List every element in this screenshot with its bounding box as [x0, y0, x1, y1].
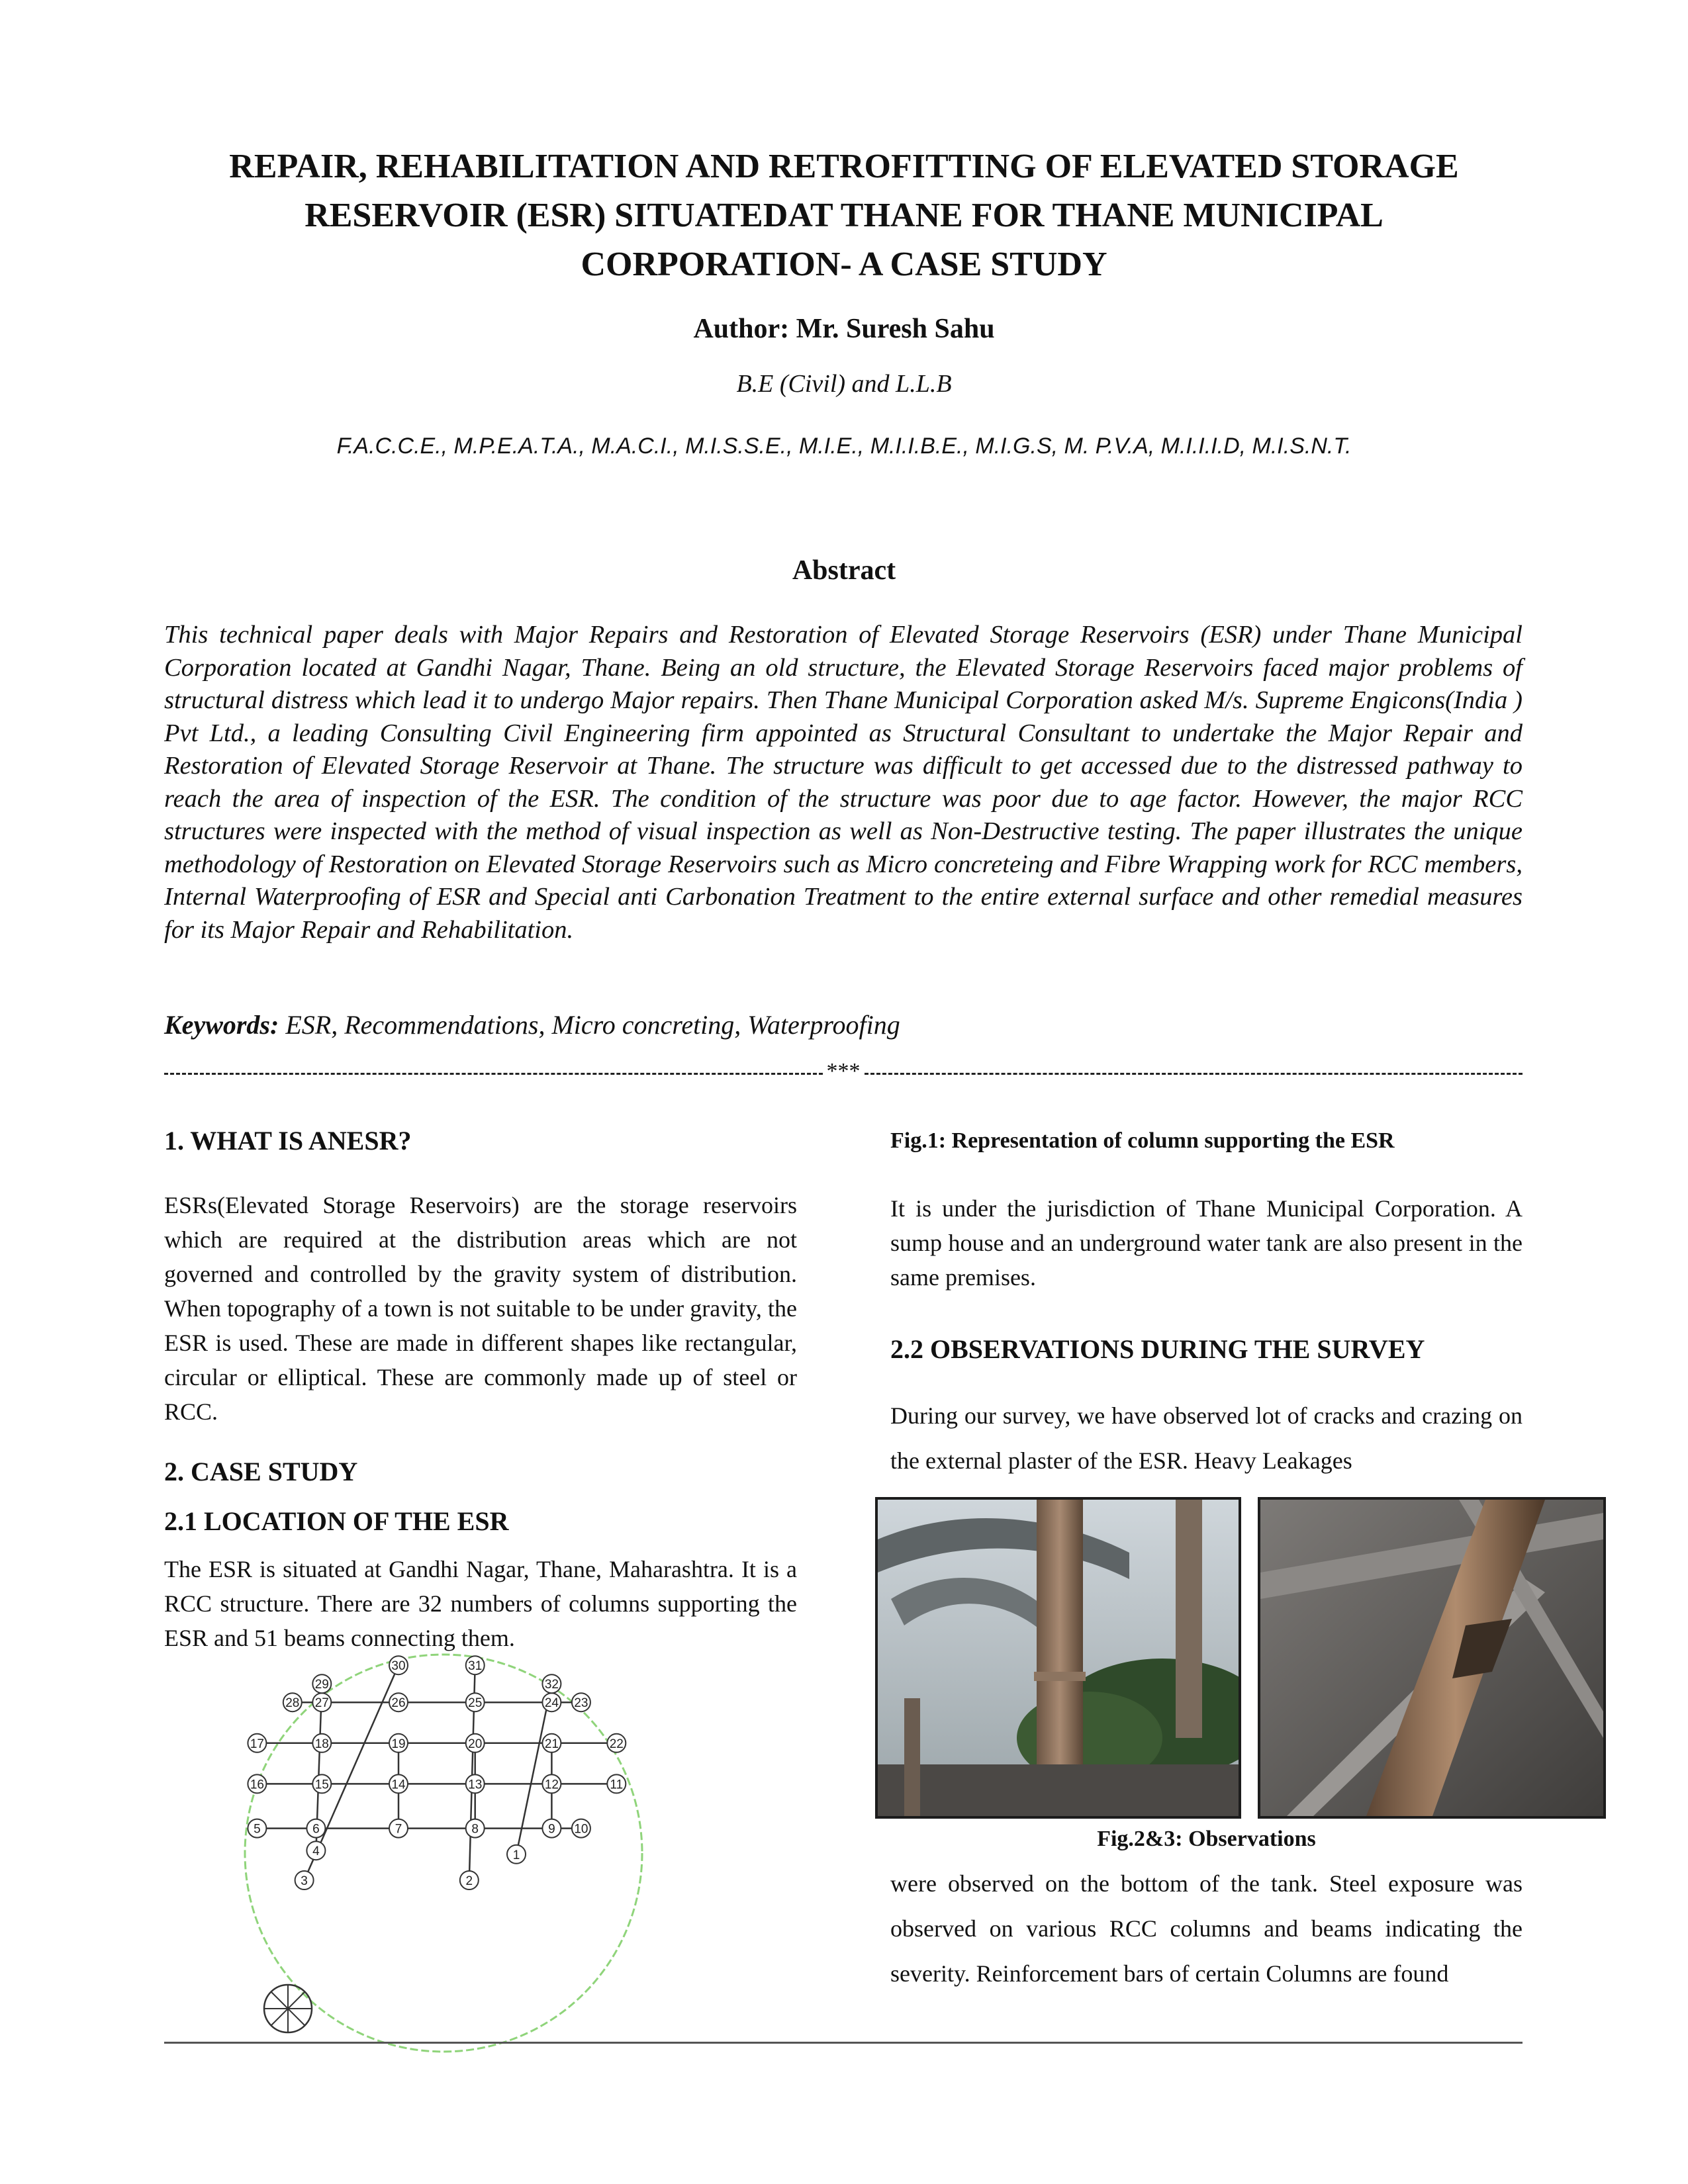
title-line-1: REPAIR, REHABILITATION AND RETROFITTING OF ELEVATED STORAGE: [229, 148, 1459, 185]
column-node-label: 32: [544, 1678, 559, 1692]
column-node-6: [306, 1819, 325, 1838]
column-node-label: 27: [314, 1696, 329, 1711]
column-node-label: 15: [314, 1778, 329, 1792]
section2-1-text: The ESR is situated at Gandhi Nagar, Thane, Maharashtra. It is a RCC structure. There are 32 numbers of columns supporting the ESR and 51 beams connecting them.: [164, 1556, 797, 1651]
column-node-25: [466, 1693, 485, 1711]
column-node-label: 21: [544, 1737, 559, 1751]
column-node-label: 11: [610, 1778, 624, 1792]
keywords-text: ESR, Recommendations, Micro concreting, Waterproofing: [279, 1010, 900, 1040]
column-node-23: [572, 1693, 590, 1711]
right-para-1: It is under the jurisdiction of Thane Municipal Corporation. A sump house and an underground water tank are also present in the same premises.: [890, 1195, 1523, 1291]
column-nodes: [248, 1656, 626, 1889]
column-node-label: 28: [285, 1696, 300, 1711]
observation-photo-1: [875, 1497, 1241, 1819]
section2-1-heading: 2.1 LOCATION OF THE ESR: [164, 1506, 509, 1536]
column-node-label: 16: [250, 1778, 264, 1792]
column-node-label: 1: [512, 1848, 520, 1862]
column-layout-diagram: [225, 1651, 688, 2062]
abstract-heading: Abstract: [792, 555, 896, 586]
column-node-7: [389, 1819, 408, 1838]
column-node-18: [312, 1734, 331, 1752]
figure1-caption: Fig.1: Representation of column supporting the ESR: [890, 1128, 1395, 1153]
column-node-label: 10: [574, 1822, 588, 1837]
section-separator: [164, 1059, 1523, 1084]
keywords-label: Keywords:: [164, 1010, 279, 1040]
author-memberships: F.A.C.C.E., M.P.E.A.T.A., M.A.C.I., M.I.S.S.E., M.I.E., M.I.I.B.E., M.I.G.S, M. P.V.A, M.I.I.I.D, M.I.S.N.T.: [336, 433, 1352, 459]
section2-2-heading: 2.2 OBSERVATIONS DURING THE SURVEY: [890, 1334, 1425, 1364]
column-node-32: [542, 1674, 561, 1693]
author-degree: B.E (Civil) and L.L.B: [736, 370, 952, 398]
photo-1-artwork: [878, 1500, 1239, 1816]
column-node-31: [466, 1656, 485, 1674]
paper-title: [132, 142, 1556, 289]
column-node-26: [389, 1693, 408, 1711]
column-node-label: 31: [468, 1659, 483, 1674]
column-node-9: [542, 1819, 561, 1838]
column-node-21: [542, 1734, 561, 1752]
column-node-label: 5: [254, 1822, 261, 1837]
column-node-label: 9: [548, 1822, 555, 1837]
column-node-14: [389, 1774, 408, 1793]
column-node-19: [389, 1734, 408, 1752]
column-node-label: 8: [471, 1822, 479, 1837]
column-node-label: 6: [312, 1822, 320, 1837]
column-node-label: 26: [391, 1696, 406, 1711]
separator-dash-right: [865, 1073, 1523, 1075]
section1-heading: 1. WHAT IS ANESR?: [164, 1126, 412, 1156]
column-node-label: 14: [391, 1778, 406, 1792]
column-node-label: 13: [468, 1778, 483, 1792]
column-node-label: 29: [314, 1678, 329, 1692]
figure2-3-caption: Fig.2&3: Observations: [1097, 1827, 1316, 1851]
column-node-3: [295, 1871, 314, 1889]
column-node-label: 17: [250, 1737, 264, 1751]
column-node-label: 23: [574, 1696, 588, 1711]
right-para-2: During our survey, we have observed lot of cracks and crazing on the external plaster of the ESR. Heavy Leakages: [890, 1402, 1523, 1474]
column-node-10: [572, 1819, 590, 1838]
separator-dash-left: [164, 1073, 823, 1075]
staircase-symbol: [264, 1985, 312, 2032]
column-node-20: [466, 1734, 485, 1752]
column-node-label: 12: [544, 1778, 559, 1792]
column-node-30: [389, 1656, 408, 1674]
column-node-label: 24: [544, 1696, 559, 1711]
column-node-28: [283, 1693, 302, 1711]
column-node-17: [248, 1734, 266, 1752]
column-node-2: [460, 1871, 479, 1889]
column-node-13: [466, 1774, 485, 1793]
column-node-5: [248, 1819, 266, 1838]
column-node-label: 19: [391, 1737, 406, 1751]
section2-heading: 2. CASE STUDY: [164, 1457, 358, 1486]
column-node-label: 30: [391, 1659, 406, 1674]
column-node-label: 4: [312, 1844, 320, 1859]
right-para-3: were observed on the bottom of the tank. Steel exposure was observed on various RCC columns and beams indicating the severity. Reinforcement bars of certain Columns are found: [890, 1870, 1523, 1987]
column-node-11: [607, 1774, 626, 1793]
column-node-label: 25: [468, 1696, 483, 1711]
keywords: [164, 1009, 1523, 1040]
column-node-24: [542, 1693, 561, 1711]
column-node-label: 22: [609, 1737, 624, 1751]
column-node-label: 18: [314, 1737, 329, 1751]
column-node-15: [312, 1774, 331, 1793]
observation-photo-2: [1258, 1497, 1606, 1819]
column-node-8: [466, 1819, 485, 1838]
column-node-label: 7: [395, 1822, 402, 1837]
photo-2-artwork: [1260, 1500, 1603, 1816]
separator-stars: ***: [826, 1059, 861, 1083]
author-name: Author: Mr. Suresh Sahu: [693, 314, 995, 344]
column-node-label: 2: [465, 1874, 473, 1888]
column-node-4: [306, 1841, 325, 1860]
section1-text: ESRs(Elevated Storage Reservoirs) are the storage reservoirs which are required at the distribution areas which are not governed and controlled by the gravity system of distribution. When topography of a town is not suitable to be under gravity, the ESR is used. These are made in different shapes like rectangular, circular or elliptical. These are commonly made up of steel or RCC.: [164, 1192, 797, 1425]
footer-rule: [164, 2042, 1523, 2044]
column-node-27: [312, 1693, 331, 1711]
column-node-22: [607, 1734, 626, 1752]
column-node-label: 3: [301, 1874, 308, 1888]
title-line-3: CORPORATION- A CASE STUDY: [581, 246, 1107, 283]
column-node-29: [312, 1674, 331, 1693]
title-line-2: RESERVOIR (ESR) SITUATEDAT THANE FOR THANE MUNICIPAL: [305, 197, 1383, 234]
column-node-16: [248, 1774, 266, 1793]
column-node-label: 20: [468, 1737, 483, 1751]
column-node-12: [542, 1774, 561, 1793]
column-node-1: [507, 1845, 526, 1864]
abstract-text: This technical paper deals with Major Repairs and Restoration of Elevated Storage Reservoirs (ESR) under Thane Municipal Corporation located at Gandhi Nagar, Thane. Being an old structure, the Elevated Storage Reservoirs faced major problems of structural distress which lead it to undergo Major repairs. Then Thane Municipal Corporation asked M/s. Supreme Engicons(India ) Pvt Ltd., a leading Consulting Civil Engineering firm appointed as Structural Consultant to undertake the Major Repair and Restoration of Elevated Storage Reservoir at Thane. The structure was difficult to get accessed due to the distressed pathway to reach the area of inspection of the ESR. The condition of the structure was poor due to age factor. However, the major RCC structures were inspected with the method of visual inspection as well as Non-Destructive testing. The paper illustrates the unique methodology of Restoration on Elevated Storage Reservoirs such as Micro concreteing and Fibre Wrapping work for RCC members, Internal Waterproofing of ESR and Special anti Carbonation Treatment to the entire external surface and other remedial measures for its Major Repair and Rehabilitation.: [164, 621, 1523, 944]
